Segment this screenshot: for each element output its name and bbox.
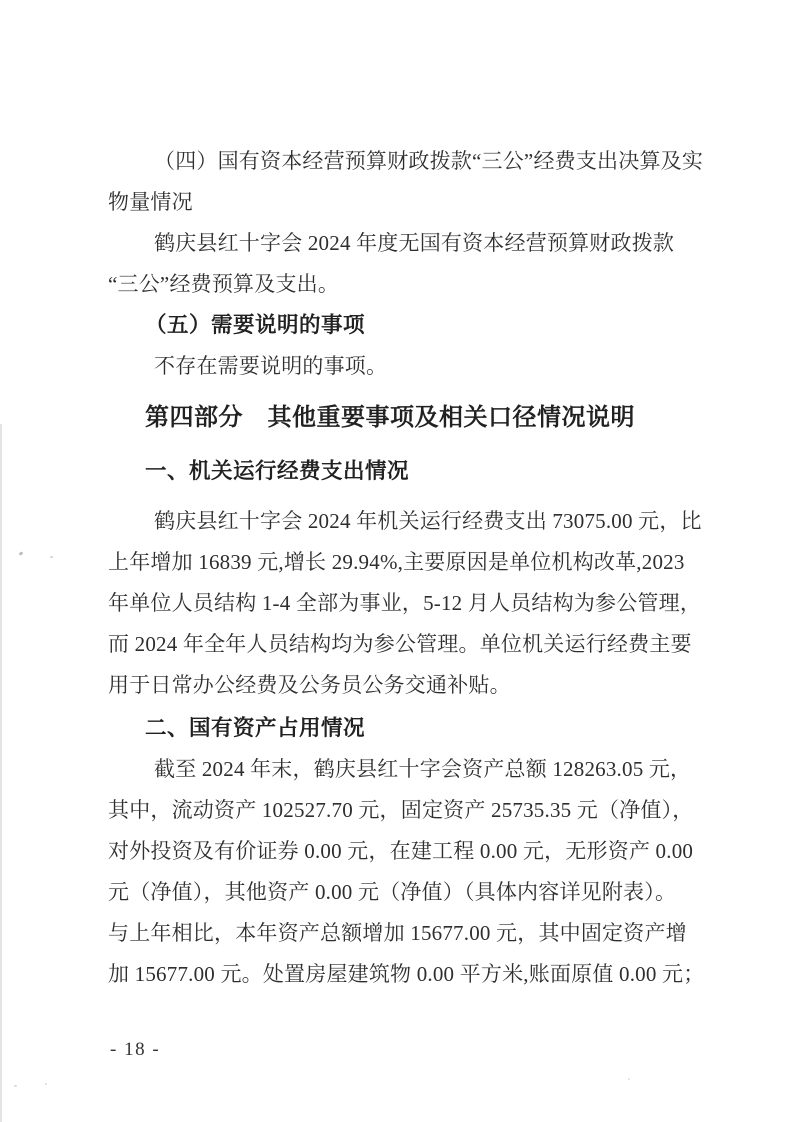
paragraph-line: （四）国有资本经营预算财政拨款“三公”经费支出决算及实: [154, 149, 704, 173]
scan-speck: [19, 551, 24, 556]
scan-edge-artifact: [0, 424, 2, 1122]
paragraph-no-items: [108, 346, 714, 387]
paragraph-line: 鹤庆县红十字会 2024 年机关运行经费支出 73075.00 元，比: [154, 509, 702, 533]
paragraph-line: 用于日常办公经费及公务员公务交通补贴。: [108, 673, 511, 697]
paragraph-line: 鹤庆县红十字会 2024 年度无国有资本经营预算财政拨款: [154, 231, 675, 255]
paragraph-no-soe-budget: [108, 223, 714, 305]
scan-speck: [50, 556, 53, 558]
scan-speck: [45, 1083, 47, 1085]
paragraph-line: 加 15677.00 元。处置房屋建筑物 0.00 平方米,账面原值 0.00 元；: [108, 962, 705, 986]
section-heading-5: （五）需要说明的事项: [145, 313, 366, 337]
page-number: - 18 -: [110, 1039, 161, 1060]
paragraph-line: 对外投资及有价证券 0.00 元，在建工程 0.00 元，无形资产 0.00: [108, 839, 694, 863]
paragraph-line: 年单位人员结构 1-4 全部为事业，5-12 月人员结构为参公管理，: [108, 591, 702, 615]
paragraph-line: 与上年相比，本年资产总额增加 15677.00 元，其中固定资产增: [108, 921, 687, 945]
part-four-title: 第四部分 其他重要事项及相关口径情况说明: [145, 404, 635, 431]
paragraph-line: 其中，流动资产 102527.70 元，固定资产 25735.35 元（净值），: [108, 798, 694, 822]
paragraph-section-4: [108, 141, 714, 223]
paragraph-line: 元（净值），其他资产 0.00 元（净值）（具体内容详见附表）。: [108, 880, 677, 904]
section-heading-state-assets: 二、国有资产占用情况: [145, 716, 366, 740]
paragraph-operating-expense: [108, 501, 714, 706]
scan-speck: [14, 1085, 17, 1087]
scan-speck: [628, 1078, 630, 1080]
paragraph-line: 截至 2024 年末，鹤庆县红十字会资产总额 128263.05 元，: [154, 757, 692, 781]
section-heading-operating-expense: 一、机关运行经费支出情况: [145, 459, 410, 483]
document-content: [108, 141, 714, 995]
paragraph-line: 物量情况: [108, 190, 193, 214]
paragraph-line: 不存在需要说明的事项。: [154, 354, 388, 378]
paragraph-state-assets: [108, 749, 714, 995]
paragraph-line: 而 2024 年全年人员结构均为参公管理。单位机关运行经费主要: [108, 632, 692, 656]
paragraph-line: “三公”经费预算及支出。: [108, 272, 340, 296]
paragraph-line: 上年增加 16839 元,增长 29.94%,主要原因是单位机构改革,2023: [108, 550, 685, 574]
